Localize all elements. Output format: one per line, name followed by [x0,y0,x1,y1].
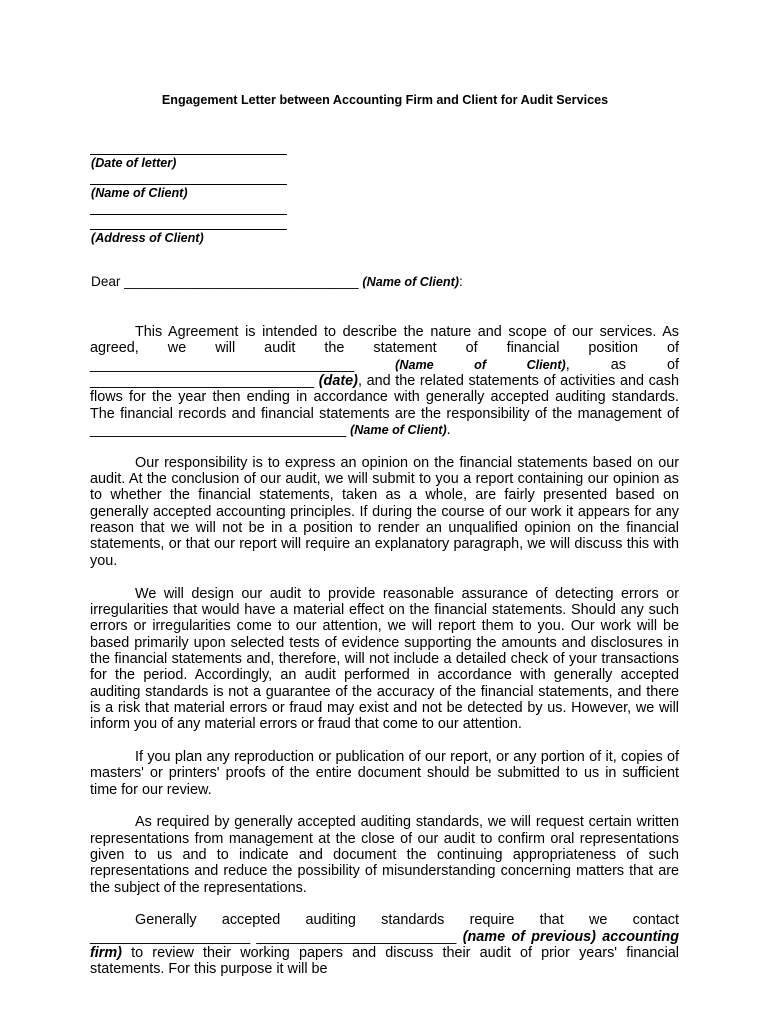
paragraph-previous-firm [90,912,679,977]
p1-client-name-c: (Name of Client) [350,423,447,438]
address-blank-line-2 [90,229,287,230]
salutation-blank: _______________________________ [124,274,359,289]
p6-text-a: Generally accepted auditing standards require that we contact [135,912,679,929]
p6-blank: ____________________ _________________________ [90,928,457,945]
p1-date: (date) [318,373,358,390]
document-title: Engagement Letter between Accounting Firm and Client for Audit Services [161,93,609,107]
address-blank-line-1 [90,214,287,215]
salutation [91,274,463,289]
p6-previous-firm: (name of previous) accounting firm) [90,928,679,962]
salutation-colon: : [458,274,463,289]
p1-end: . [446,422,451,439]
p1-text-b: , as of [565,356,680,373]
p1-text-a: This Agreement is intended to describe the nature and scope of our services. As agreed, we will audit the statement of financial position of [90,324,679,357]
name-blank-line [90,184,287,185]
p1-text-c: , and the related statements of activities and cash flows for the year then ending in accordance with generally accepted auditing standards. The financial records and financial statements are the responsibility of the management of [90,373,679,422]
date-of-letter-label: (Date of letter) [91,156,177,170]
p1-blank-b: ____________________________ [90,373,315,390]
paragraph-audit-design: We will design our audit to provide reasonable assurance of detecting errors or irregularities that would have a material effect on the financial statements. Should any such errors or irregularities come to our attention, we will report them to you. Our work will be based primarily upon selected tests of evidence supporting the amounts and disclosures in the financial statements and, therefore, will not include a detailed check of your transactions for the period. Accordingly, an audit performed in accordance with generally accepted auditing standards is not a guarantee of the accuracy of the financial statements, and there is a risk that material errors or fraud may exist and not be detected by us. However, we will inform you of any material errors or fraud that come to our attention. [90,585,679,733]
name-of-client-label: (Name of Client) [91,186,188,200]
paragraph-scope [90,324,679,438]
paragraph-reproduction: If you plan any reproduction or publication of our report, or any portion of it, copies of masters' or printers' proofs of the entire document should be submitted to us in sufficient time for our review. [90,748,679,798]
p6-text-b: to review their working papers and discuss their audit of prior years' financial statements. For this purpose it will be [90,945,679,978]
paragraph-responsibility: Our responsibility is to express an opinion on the financial statements based on our audit. At the conclusion of our audit, we will submit to you a report containing our opinion as to whether the financial statements, taken as a whole, are fairly presented based on generally accepted accounting principles. If during the course of our work it appears for any reason that we will not be in a position to render an unqualified opinion on the financial statements, or that our report will require an explanatory paragraph, we will discuss this with you. [90,454,679,569]
date-blank-line [90,154,287,155]
salutation-dear: Dear [91,274,121,289]
letter-body [90,324,679,994]
p1-blank-c: ________________________________ [90,422,347,439]
p1-blank-a: _________________________________ [90,356,355,373]
address-of-client-label: (Address of Client) [91,231,204,245]
paragraph-representations: As required by generally accepted auditing standards, we will request certain written representations from management at the close of our audit to confirm oral representations given to us and to indicate and document the continuing appropriateness of such representations and reduce the possibility of misunderstanding concerning matters that are the subject of the representations. [90,814,679,896]
p1-client-name-a: (Name of Client) [395,357,566,372]
salutation-client-name: (Name of Client) [362,275,459,289]
